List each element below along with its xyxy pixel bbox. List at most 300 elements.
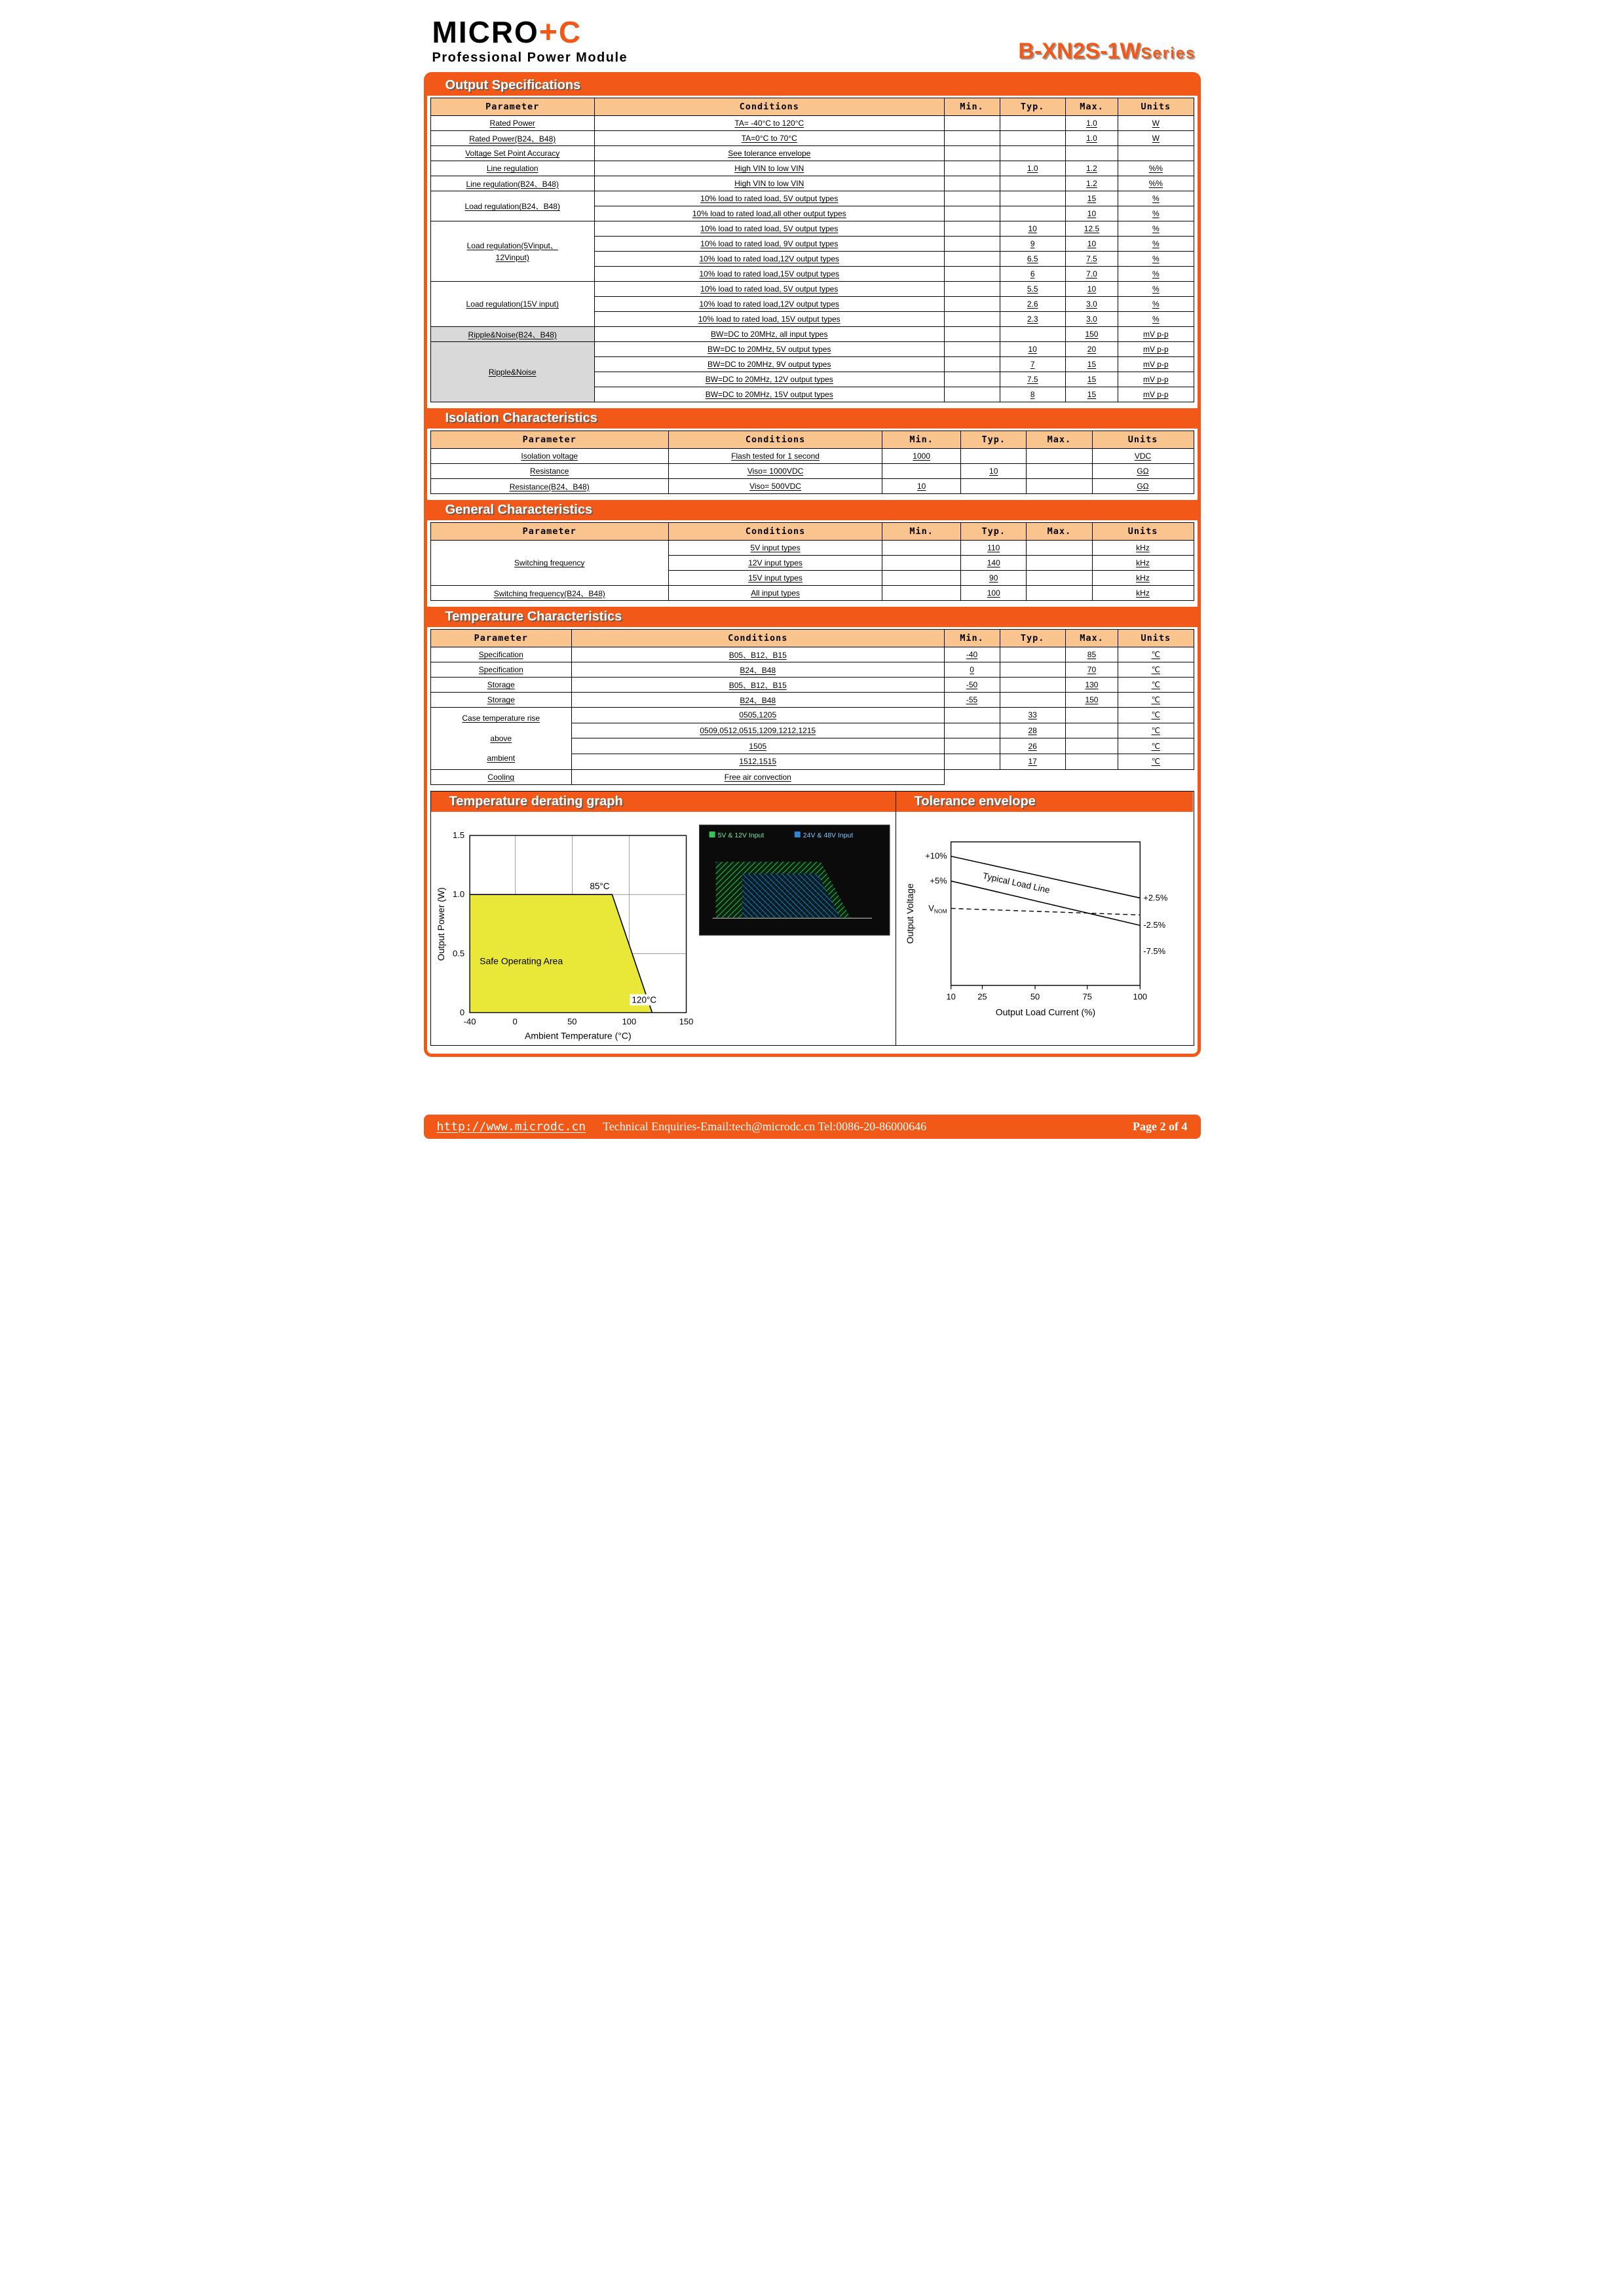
- cell-typ: 10: [1000, 221, 1065, 237]
- table-header-row: [430, 523, 1194, 541]
- cell-parameter: Isolation voltage: [430, 449, 668, 464]
- derating-reference-photo: [699, 825, 889, 935]
- logo-text-c: C: [558, 15, 582, 49]
- cell-conditions: 10% load to rated load, 15V output types: [594, 312, 944, 327]
- col-header-max: Max.: [1027, 523, 1092, 541]
- cell-min: [944, 131, 1000, 146]
- derating-chart-body: [431, 812, 896, 1046]
- table-row: [430, 449, 1194, 464]
- cell-min: [944, 252, 1000, 267]
- cell-conditions: Free air convection: [572, 769, 945, 784]
- cell-conditions: 5V input types: [668, 541, 882, 556]
- y-axis-title: Output Voltage: [904, 883, 915, 944]
- cell-typ: 10: [1000, 342, 1065, 357]
- label-plus5: +5%: [929, 875, 947, 886]
- cell-units: [1118, 769, 1194, 784]
- photo-legend-swatch-blue: [794, 832, 800, 837]
- cell-min: [944, 161, 1000, 176]
- cell-min: [944, 342, 1000, 357]
- cell-conditions: TA=0°C to 70°C: [594, 131, 944, 146]
- cell-typ: 26: [1000, 738, 1065, 754]
- cell-min: [944, 708, 1000, 723]
- cell-units: %: [1118, 221, 1194, 237]
- cell-max: [1065, 769, 1118, 784]
- cell-min: [882, 464, 961, 479]
- cell-units: kHz: [1092, 556, 1194, 571]
- cell-max: 10: [1065, 237, 1118, 252]
- cell-units: kHz: [1092, 586, 1194, 601]
- col-header-parameter: Parameter: [430, 98, 594, 116]
- output-specifications-section: [427, 75, 1198, 402]
- cell-max: [1065, 738, 1118, 754]
- safe-operating-area-region: [470, 894, 652, 1012]
- load-line-label: Typical Load Line: [981, 870, 1051, 895]
- label-plus10: +10%: [924, 851, 947, 861]
- cell-max: [1027, 586, 1092, 601]
- cell-max: 7.5: [1065, 252, 1118, 267]
- section-title-output-specifications: Output Specifications: [427, 75, 1198, 96]
- cell-conditions: BW=DC to 20MHz, 5V output types: [594, 342, 944, 357]
- cell-typ: [961, 449, 1027, 464]
- cell-typ: 90: [961, 571, 1027, 586]
- table-row: [430, 342, 1194, 357]
- cell-min: 10: [882, 479, 961, 494]
- cell-max: 10: [1065, 206, 1118, 221]
- logo-tagline: Professional Power Module: [432, 50, 628, 65]
- table-header-row: [430, 431, 1194, 449]
- ytick: 0: [459, 1007, 464, 1018]
- cell-parameter: Line regulation(B24、B48): [430, 176, 594, 191]
- ytick: 0.5: [452, 948, 464, 959]
- ytick: 1.0: [452, 889, 464, 899]
- cell-parameter: Ripple&Noise(B24、B48): [430, 327, 594, 342]
- cell-typ: 6.5: [1000, 252, 1065, 267]
- col-header-max: Max.: [1065, 630, 1118, 647]
- cell-max: 15: [1065, 387, 1118, 402]
- cell-parameter: Case temperature rise above ambient: [430, 708, 572, 770]
- cell-conditions: High VIN to low VIN: [594, 176, 944, 191]
- cell-conditions: 0505,1205: [572, 708, 945, 723]
- cell-parameter: Resistance(B24、B48): [430, 479, 668, 494]
- cell-min: [944, 754, 1000, 770]
- x-axis-ticks: [951, 985, 1140, 989]
- cell-max: 150: [1065, 693, 1118, 708]
- cell-max: 15: [1065, 372, 1118, 387]
- cell-typ: 100: [961, 586, 1027, 601]
- x-axis-title: Ambient Temperature (°C): [524, 1030, 632, 1041]
- cell-min: [944, 176, 1000, 191]
- cell-conditions: All input types: [668, 586, 882, 601]
- cell-units: ℃: [1118, 738, 1194, 754]
- cell-units: [1118, 146, 1194, 161]
- cell-units: kHz: [1092, 541, 1194, 556]
- cell-conditions: BW=DC to 20MHz, 12V output types: [594, 372, 944, 387]
- cell-conditions: BW=DC to 20MHz, 9V output types: [594, 357, 944, 372]
- cell-typ: 6: [1000, 267, 1065, 282]
- table-row: [430, 708, 1194, 723]
- table-row: [430, 586, 1194, 601]
- cell-max: 10: [1065, 282, 1118, 297]
- col-header-units: Units: [1092, 431, 1194, 449]
- cell-conditions: 15V input types: [668, 571, 882, 586]
- table-row: [430, 541, 1194, 556]
- cell-typ: 7.5: [1000, 372, 1065, 387]
- cell-units: W: [1118, 116, 1194, 131]
- cell-max: [1027, 479, 1092, 494]
- cell-conditions: B24、B48: [572, 662, 945, 678]
- contact-info[interactable]: Technical Enquiries-Email:tech@microdc.cn Tel:0086-20-86000646: [603, 1120, 927, 1133]
- xtick: -40: [463, 1016, 476, 1027]
- content-frame: [424, 72, 1201, 1057]
- company-logo: [432, 17, 628, 64]
- cell-max: 20: [1065, 342, 1118, 357]
- cell-typ: [1000, 206, 1065, 221]
- temperature-table: [430, 629, 1194, 785]
- cell-units: GΩ: [1092, 464, 1194, 479]
- cell-typ: [1000, 647, 1065, 662]
- label-minus7-5: -7.5%: [1142, 946, 1165, 956]
- general-table: [430, 522, 1194, 601]
- cell-units: ℃: [1118, 693, 1194, 708]
- cell-typ: 8: [1000, 387, 1065, 402]
- cell-max: 3.0: [1065, 312, 1118, 327]
- general-characteristics-section: [427, 500, 1198, 601]
- cell-min: [882, 556, 961, 571]
- cell-typ: [1000, 327, 1065, 342]
- col-header-conditions: Conditions: [594, 98, 944, 116]
- cell-conditions: B05、B12、B15: [572, 647, 945, 662]
- xtick: 75: [1082, 991, 1092, 1002]
- cell-conditions: B24、B48: [572, 693, 945, 708]
- col-header-min: Min.: [944, 630, 1000, 647]
- table-header-row: [430, 630, 1194, 647]
- table-row: [430, 282, 1194, 297]
- xtick: 50: [567, 1016, 577, 1027]
- cell-conditions: 0509,0512,0515,1209,1212,1215: [572, 723, 945, 738]
- logo-plus-icon: +: [538, 15, 559, 50]
- cell-units: W: [1118, 131, 1194, 146]
- page-header: [406, 13, 1218, 68]
- cell-conditions: 10% load to rated load,all other output types: [594, 206, 944, 221]
- isolation-table: [430, 430, 1194, 494]
- cell-min: -40: [944, 647, 1000, 662]
- cell-parameter: Voltage Set Point Accuracy: [430, 146, 594, 161]
- cell-min: [944, 221, 1000, 237]
- cell-parameter: Switching frequency: [430, 541, 668, 586]
- cell-units: %%: [1118, 176, 1194, 191]
- cell-min: [882, 571, 961, 586]
- cell-conditions: Viso= 500VDC: [668, 479, 882, 494]
- cell-typ: [1000, 176, 1065, 191]
- cell-conditions: See tolerance envelope: [594, 146, 944, 161]
- cell-parameter: Line regulation: [430, 161, 594, 176]
- cell-conditions: High VIN to low VIN: [594, 161, 944, 176]
- cell-min: [944, 146, 1000, 161]
- cell-max: [1027, 556, 1092, 571]
- cell-typ: 9: [1000, 237, 1065, 252]
- logo-wordmark: [432, 17, 628, 48]
- cell-conditions: TA= -40°C to 120°C: [594, 116, 944, 131]
- cell-units: %: [1118, 282, 1194, 297]
- cell-min: [944, 327, 1000, 342]
- col-header-parameter: Parameter: [430, 431, 668, 449]
- cell-units: ℃: [1118, 754, 1194, 770]
- col-header-parameter: Parameter: [430, 523, 668, 541]
- col-header-min: Min.: [944, 98, 1000, 116]
- xtick: 100: [1133, 991, 1147, 1002]
- right-axis-labels: [1143, 892, 1168, 956]
- cell-parameter: Cooling: [430, 769, 572, 784]
- cell-max: 3.0: [1065, 297, 1118, 312]
- photo-legend-1: 5V & 12V Input: [717, 831, 764, 839]
- cell-conditions: 10% load to rated load, 9V output types: [594, 237, 944, 252]
- cell-typ: 33: [1000, 708, 1065, 723]
- cell-typ: [1000, 146, 1065, 161]
- x-axis-tick-labels: [946, 991, 1147, 1001]
- cell-typ: 110: [961, 541, 1027, 556]
- cell-min: [944, 738, 1000, 754]
- tolerance-envelope-panel: [896, 792, 1194, 1046]
- cell-typ: [1000, 662, 1065, 678]
- cell-typ: 28: [1000, 723, 1065, 738]
- table-row: [430, 693, 1194, 708]
- cell-units: VDC: [1092, 449, 1194, 464]
- charts-panel: [430, 791, 1194, 1046]
- table-row: [430, 146, 1194, 161]
- col-header-conditions: Conditions: [572, 630, 945, 647]
- cell-max: [1065, 146, 1118, 161]
- cell-min: [944, 387, 1000, 402]
- cell-min: -50: [944, 678, 1000, 693]
- cell-max: 15: [1065, 357, 1118, 372]
- cell-conditions: BW=DC to 20MHz, 15V output types: [594, 387, 944, 402]
- cell-parameter: Storage: [430, 693, 572, 708]
- cell-conditions: BW=DC to 20MHz, all input types: [594, 327, 944, 342]
- cell-typ: 140: [961, 556, 1027, 571]
- logo-text-micro: MICRO: [432, 15, 539, 49]
- col-header-min: Min.: [882, 523, 961, 541]
- cell-conditions: 12V input types: [668, 556, 882, 571]
- cell-conditions: 10% load to rated load,12V output types: [594, 252, 944, 267]
- cell-units: %: [1118, 206, 1194, 221]
- cell-parameter: Specification: [430, 662, 572, 678]
- cell-max: 150: [1065, 327, 1118, 342]
- col-header-typ: Typ.: [961, 431, 1027, 449]
- annotation-120c: 120°C: [631, 995, 656, 1005]
- annotation-85c: 85°C: [589, 881, 610, 891]
- cell-conditions: 10% load to rated load,15V output types: [594, 267, 944, 282]
- cell-parameter: Load regulation(15V input): [430, 282, 594, 327]
- cell-typ: 17: [1000, 754, 1065, 770]
- cell-min: [944, 723, 1000, 738]
- label-vnom: $V_{NOM}$: [928, 903, 947, 915]
- col-header-typ: Typ.: [961, 523, 1027, 541]
- cell-min: [944, 372, 1000, 387]
- cell-min: [882, 586, 961, 601]
- cell-typ: [1000, 131, 1065, 146]
- col-header-units: Units: [1118, 98, 1194, 116]
- table-row: [430, 176, 1194, 191]
- cell-units: %: [1118, 191, 1194, 206]
- table-header-row: [430, 98, 1194, 116]
- cell-min: -55: [944, 693, 1000, 708]
- series-suffix: Series: [1141, 45, 1196, 62]
- cell-min: 0: [944, 662, 1000, 678]
- temperature-characteristics-section: [427, 607, 1198, 785]
- cell-units: mV p-p: [1118, 372, 1194, 387]
- cell-units: ℃: [1118, 662, 1194, 678]
- cell-conditions: 10% load to rated load, 5V output types: [594, 282, 944, 297]
- cell-max: [1065, 708, 1118, 723]
- cell-min: [944, 267, 1000, 282]
- series-model: B-XN2S-1W: [1018, 39, 1141, 64]
- x-axis-tick-labels: [463, 1016, 693, 1026]
- section-title-general: General Characteristics: [427, 500, 1198, 520]
- cell-units: %: [1118, 312, 1194, 327]
- xtick: 0: [512, 1016, 518, 1027]
- photo-legend-2: 24V & 48V Input: [803, 831, 853, 839]
- cell-typ: 7: [1000, 357, 1065, 372]
- cell-max: 70: [1065, 662, 1118, 678]
- cell-max: [1027, 449, 1092, 464]
- xtick: 150: [679, 1016, 693, 1027]
- cell-conditions: 10% load to rated load,12V output types: [594, 297, 944, 312]
- cell-conditions: 10% load to rated load, 5V output types: [594, 221, 944, 237]
- cell-units: mV p-p: [1118, 387, 1194, 402]
- cell-min: [944, 206, 1000, 221]
- cell-units: ℃: [1118, 723, 1194, 738]
- cell-max: 1.2: [1065, 176, 1118, 191]
- cell-units: kHz: [1092, 571, 1194, 586]
- cell-parameter: Switching frequency(B24、B48): [430, 586, 668, 601]
- isolation-characteristics-section: [427, 408, 1198, 494]
- cell-units: %: [1118, 297, 1194, 312]
- cell-min: [944, 297, 1000, 312]
- cell-max: [1027, 571, 1092, 586]
- cell-typ: [1000, 693, 1065, 708]
- cell-typ: [1000, 769, 1065, 784]
- cell-units: %%: [1118, 161, 1194, 176]
- cell-min: 1000: [882, 449, 961, 464]
- cell-conditions: 1505: [572, 738, 945, 754]
- cell-typ: [961, 479, 1027, 494]
- cell-max: 1.0: [1065, 131, 1118, 146]
- table-row: [430, 647, 1194, 662]
- table-row: [430, 662, 1194, 678]
- series-title: [1018, 39, 1196, 64]
- website-link[interactable]: http://www.microdc.cn: [436, 1120, 586, 1134]
- cell-parameter: Storage: [430, 678, 572, 693]
- cell-max: 15: [1065, 191, 1118, 206]
- cell-parameter: Rated Power: [430, 116, 594, 131]
- cell-max: 1.2: [1065, 161, 1118, 176]
- xtick: 100: [622, 1016, 636, 1027]
- col-header-max: Max.: [1065, 98, 1118, 116]
- col-header-typ: Typ.: [1000, 98, 1065, 116]
- ytick: 1.5: [452, 830, 464, 840]
- cell-units: mV p-p: [1118, 342, 1194, 357]
- chart-title-tolerance: Tolerance envelope: [896, 792, 1194, 812]
- chart-title-derating: Temperature derating graph: [431, 792, 896, 812]
- cell-max: 7.0: [1065, 267, 1118, 282]
- cell-parameter: Ripple&Noise: [430, 342, 594, 402]
- cell-units: ℃: [1118, 647, 1194, 662]
- cell-conditions: B05、B12、B15: [572, 678, 945, 693]
- table-row: [430, 678, 1194, 693]
- cell-conditions: Flash tested for 1 second: [668, 449, 882, 464]
- cell-typ: [1000, 116, 1065, 131]
- table-row: [430, 131, 1194, 146]
- col-header-units: Units: [1092, 523, 1194, 541]
- cell-typ: [1000, 678, 1065, 693]
- derating-chart: [434, 816, 893, 1044]
- derating-graph-panel: [431, 792, 896, 1046]
- table-row: [430, 769, 1194, 784]
- cell-parameter: Resistance: [430, 464, 668, 479]
- cell-max: 1.0: [1065, 116, 1118, 131]
- cell-min: [944, 237, 1000, 252]
- col-header-parameter: Parameter: [430, 630, 572, 647]
- cell-units: %: [1118, 267, 1194, 282]
- cell-units: %: [1118, 252, 1194, 267]
- table-row: [430, 464, 1194, 479]
- cell-units: mV p-p: [1118, 327, 1194, 342]
- cell-units: %: [1118, 237, 1194, 252]
- tolerance-chart-body: [896, 812, 1194, 1044]
- col-header-typ: Typ.: [1000, 630, 1065, 647]
- section-title-isolation: Isolation Characteristics: [427, 408, 1198, 429]
- photo-legend-swatch-green: [709, 832, 715, 837]
- xtick: 50: [1030, 991, 1040, 1002]
- xtick: 10: [945, 991, 956, 1002]
- cell-min: [944, 191, 1000, 206]
- output-specifications-table: [430, 98, 1194, 402]
- cell-units: GΩ: [1092, 479, 1194, 494]
- cell-typ: 10: [961, 464, 1027, 479]
- table-row: [430, 161, 1194, 176]
- table-row: [430, 191, 1194, 206]
- cell-min: [944, 357, 1000, 372]
- cell-conditions: 1512,1515: [572, 754, 945, 770]
- col-header-min: Min.: [882, 431, 961, 449]
- cell-conditions: 10% load to rated load, 5V output types: [594, 191, 944, 206]
- col-header-max: Max.: [1027, 431, 1092, 449]
- cell-max: 12.5: [1065, 221, 1118, 237]
- nominal-dashed-line: [951, 908, 1140, 915]
- left-axis-labels: [925, 851, 947, 914]
- table-row: [430, 327, 1194, 342]
- cell-min: [882, 541, 961, 556]
- footer-bar: [424, 1115, 1201, 1139]
- cell-max: [1027, 541, 1092, 556]
- cell-min: [944, 282, 1000, 297]
- section-title-temperature: Temperature Characteristics: [427, 607, 1198, 627]
- table-row: [430, 116, 1194, 131]
- cell-max: 130: [1065, 678, 1118, 693]
- cell-max: [1065, 723, 1118, 738]
- y-axis-tick-labels: [453, 830, 464, 1017]
- cell-typ: [1000, 191, 1065, 206]
- datasheet-page: [406, 0, 1218, 1148]
- cell-units: mV p-p: [1118, 357, 1194, 372]
- col-header-conditions: Conditions: [668, 523, 882, 541]
- cell-typ: 1.0: [1000, 161, 1065, 176]
- cell-typ: 2.6: [1000, 297, 1065, 312]
- cell-conditions: Viso= 1000VDC: [668, 464, 882, 479]
- cell-min: [944, 116, 1000, 131]
- cell-max: [1027, 464, 1092, 479]
- xtick: 25: [977, 991, 987, 1002]
